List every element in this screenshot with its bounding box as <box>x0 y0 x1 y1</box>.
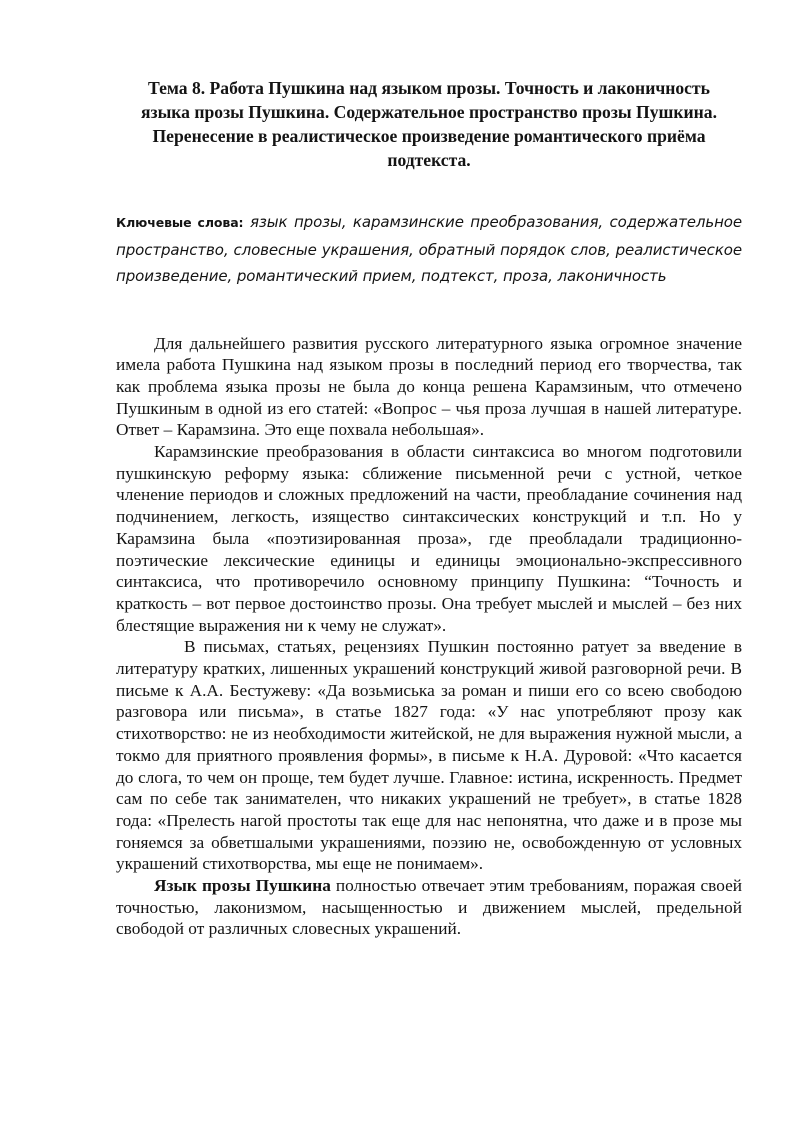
title-line-3: Перенесение в реалистическое произведение романтического приёма <box>152 126 706 146</box>
title-line-1: Тема 8. Работа Пушкина над языком прозы. Точность и лаконичность <box>148 78 710 98</box>
document-page <box>116 76 742 940</box>
paragraph-4-text: полностью отвечает этим требованиям, поражая своей точностью, лаконизмом, насыщенностью и движением мыслей, предельной свободой от различных словесных украшений. <box>116 876 742 939</box>
paragraph-2: Карамзинские преобразования в области синтаксиса во многом подготовили пушкинскую реформу языка: сближение письменной речи с устной, четкое членение периодов и сложных предложений на части, преобладание сочинения над подчинением, легкость, изящество синтаксических конструкций и т.п. Но у Карамзина была «поэтизированная проза», где преобладали традиционно-поэтические лексические единицы и единицы эмоционально-экспрессивного синтаксиса, что противоречило основному принципу Пушкина: “Точность и краткость – вот первое достоинство прозы. Она требует мыслей и мыслей – без них блестящие выражения ни к чему не служат». <box>116 442 742 635</box>
page-title <box>116 76 742 172</box>
paragraph-3: В письмах, статьях, рецензиях Пушкин постоянно ратует за введение в литературу кратких, лишенных украшений конструкций живой разговорной речи. В письме к А.А. Бестужеву: «Да возьмиська за роман и пиши его со всею свободою разговора или письма», в статье 1827 года: «У нас употребляют прозу как стихотворство: не из необходимости житейской, не для выражения нужной мысли, а токмо для приятного проявления формы», в письме к Н.А. Дуровой: «Что касается до слога, то чем он проще, тем будет лучше. Главное: истина, искренность. Предмет сам по себе так занимателен, что никаких украшений не требует», в статье 1828 года: «Прелесть нагой простоты так еще для нас непонятна, что даже и в прозе мы гоняемся за обветшалыми украшениями, поэзию не, освобожденную от условных украшений стихотворства, мы еще не понимаем». <box>116 637 742 874</box>
paragraph-4-bold-lead: Язык прозы Пушкина <box>154 876 331 896</box>
keywords-list: язык прозы, карамзинские преобразования, содержательное пространство, словесные украшения, обратный порядок слов, реалистическое произведение, романтический прием, подтекст, проза, лаконичность <box>116 213 742 285</box>
paragraph-4 <box>116 875 742 940</box>
body-text <box>116 333 742 941</box>
title-line-4: подтекста. <box>387 150 471 170</box>
title-line-2: языка прозы Пушкина. Содержательное пространство прозы Пушкина. <box>140 102 717 122</box>
keywords-label: Ключевые слова: <box>116 215 244 230</box>
keywords-block <box>116 209 742 290</box>
paragraph-1: Для дальнейшего развития русского литературного языка огромное значение имела работа Пушкина над языком прозы в последний период его творчества, так как проблема языка прозы не была до конца решена Карамзиным, что отмечено Пушкиным в одной из его статей: «Вопрос – чья проза лучшая в нашей литературе. Ответ – Карамзина. Это еще похвала небольшая». <box>116 333 742 440</box>
